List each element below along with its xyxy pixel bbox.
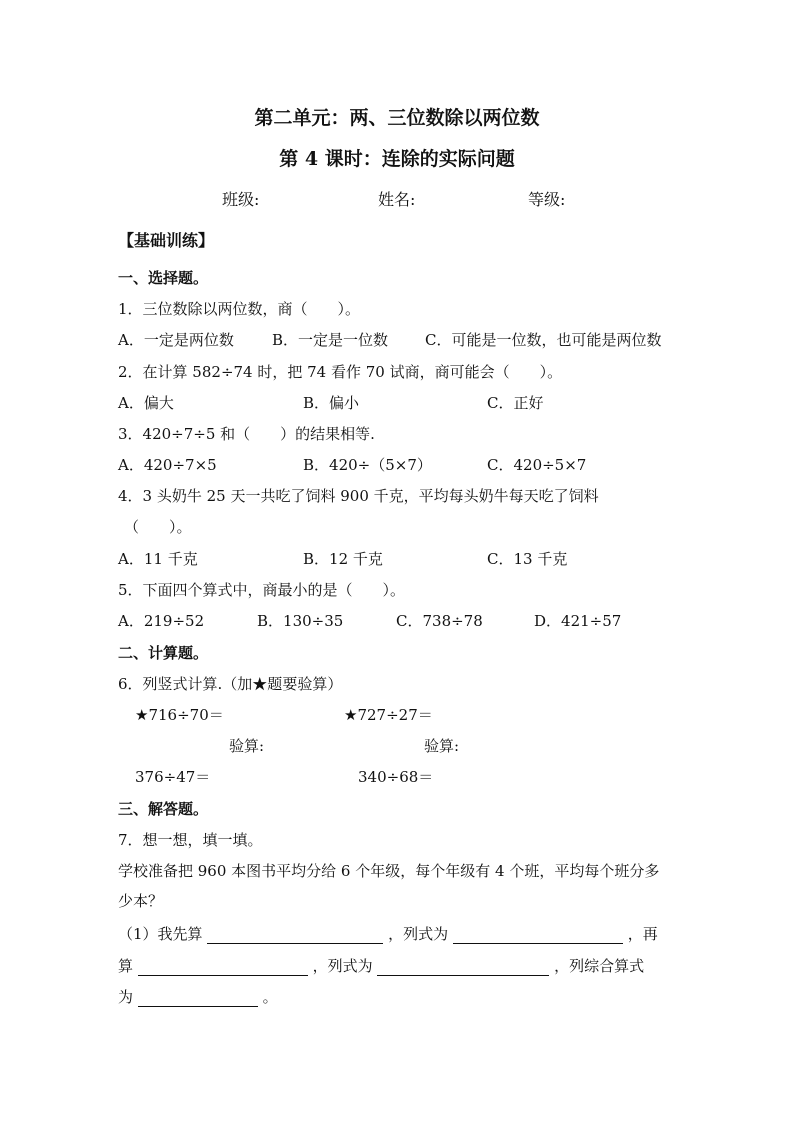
q5-option-b: B．130÷35 bbox=[257, 612, 344, 630]
fill2-suffix: ，列综合算式 bbox=[554, 957, 645, 975]
q7-fill-line-2 bbox=[118, 956, 644, 976]
q4-option-b: B．12 千克 bbox=[303, 550, 383, 568]
section-basic-training: 【基础训练】 bbox=[118, 231, 215, 250]
q1-stem: 1．三位数除以两位数，商（ ）。 bbox=[118, 300, 361, 318]
combined-expression-blank[interactable] bbox=[138, 990, 258, 1007]
first-step-blank[interactable] bbox=[207, 927, 383, 944]
calc-340-div-68: 340÷68＝ bbox=[358, 768, 434, 786]
q2-option-b: B．偏小 bbox=[303, 394, 360, 412]
q7-problem-line-1: 学校准备把 960 本图书平均分给 6 个年级，每个年级有 4 个班，平均每个班分多 bbox=[118, 862, 660, 880]
second-step-blank[interactable] bbox=[138, 959, 308, 976]
q5-option-c: C．738÷78 bbox=[396, 612, 483, 630]
class-label: 班级: bbox=[222, 190, 260, 209]
calc-716-div-70: ★716÷70＝ bbox=[135, 706, 224, 724]
grade-label: 等级: bbox=[528, 190, 566, 209]
q2-option-a: A．偏大 bbox=[118, 394, 174, 412]
part2-heading: 二、计算题。 bbox=[118, 644, 209, 662]
q2-option-c: C．正好 bbox=[487, 394, 544, 412]
second-expression-blank[interactable] bbox=[377, 959, 549, 976]
q3-option-c: C．420÷5×7 bbox=[487, 456, 587, 474]
check-label-2: 验算: bbox=[424, 737, 460, 755]
name-label: 姓名: bbox=[378, 190, 416, 209]
q1-option-b: B．一定是一位数 bbox=[272, 331, 389, 349]
fill2-prefix: 算 bbox=[118, 957, 134, 975]
part3-heading: 三、解答题。 bbox=[118, 800, 209, 818]
q4-stem: 4．3 头奶牛 25 天一共吃了饲料 900 千克，平均每头奶牛每天吃了饲料 bbox=[118, 487, 599, 505]
worksheet-title: 第二单元：两、三位数除以两位数 bbox=[254, 107, 540, 129]
calc-376-div-47: 376÷47＝ bbox=[135, 768, 211, 786]
calc-727-div-27: ★727÷27＝ bbox=[344, 706, 433, 724]
q4-option-a: A．11 千克 bbox=[118, 550, 198, 568]
check-label-1: 验算: bbox=[229, 737, 265, 755]
q1-option-a: A．一定是两位数 bbox=[118, 331, 234, 349]
part1-heading: 一、选择题。 bbox=[118, 269, 209, 287]
lesson-subtitle: 第 4 课时：连除的实际问题 bbox=[279, 148, 515, 170]
fill1-middle: ，列式为 bbox=[388, 925, 449, 943]
q6-stem: 6．列竖式计算.（加★题要验算） bbox=[118, 675, 343, 693]
q3-stem: 3．420÷7÷5 和（ ）的结果相等. bbox=[118, 425, 375, 443]
q7-fill-line-1 bbox=[118, 924, 658, 944]
q3-option-b: B．420÷（5×7） bbox=[303, 456, 432, 474]
q2-stem: 2．在计算 582÷74 时，把 74 看作 70 试商，商可能会（ ）。 bbox=[118, 363, 563, 381]
q7-stem: 7．想一想，填一填。 bbox=[118, 831, 263, 849]
fill1-prefix: （1）我先算 bbox=[118, 925, 203, 943]
q7-problem-line-2: 少本？ bbox=[118, 892, 164, 910]
fill1-suffix: ，再 bbox=[627, 925, 658, 943]
fill3-prefix: 为 bbox=[118, 988, 134, 1006]
fill3-suffix: 。 bbox=[262, 988, 278, 1006]
q5-option-d: D．421÷57 bbox=[534, 612, 622, 630]
q3-option-a: A．420÷7×5 bbox=[118, 456, 217, 474]
q5-option-a: A．219÷52 bbox=[118, 612, 205, 630]
q5-stem: 5．下面四个算式中，商最小的是（ ）。 bbox=[118, 581, 406, 599]
q1-option-c: C．可能是一位数，也可能是两位数 bbox=[425, 331, 662, 349]
q7-fill-line-3 bbox=[118, 987, 278, 1007]
first-expression-blank[interactable] bbox=[453, 927, 623, 944]
q4-stem-continued: （ ）。 bbox=[124, 518, 192, 536]
q4-option-c: C．13 千克 bbox=[487, 550, 568, 568]
fill2-middle: ，列式为 bbox=[312, 957, 373, 975]
